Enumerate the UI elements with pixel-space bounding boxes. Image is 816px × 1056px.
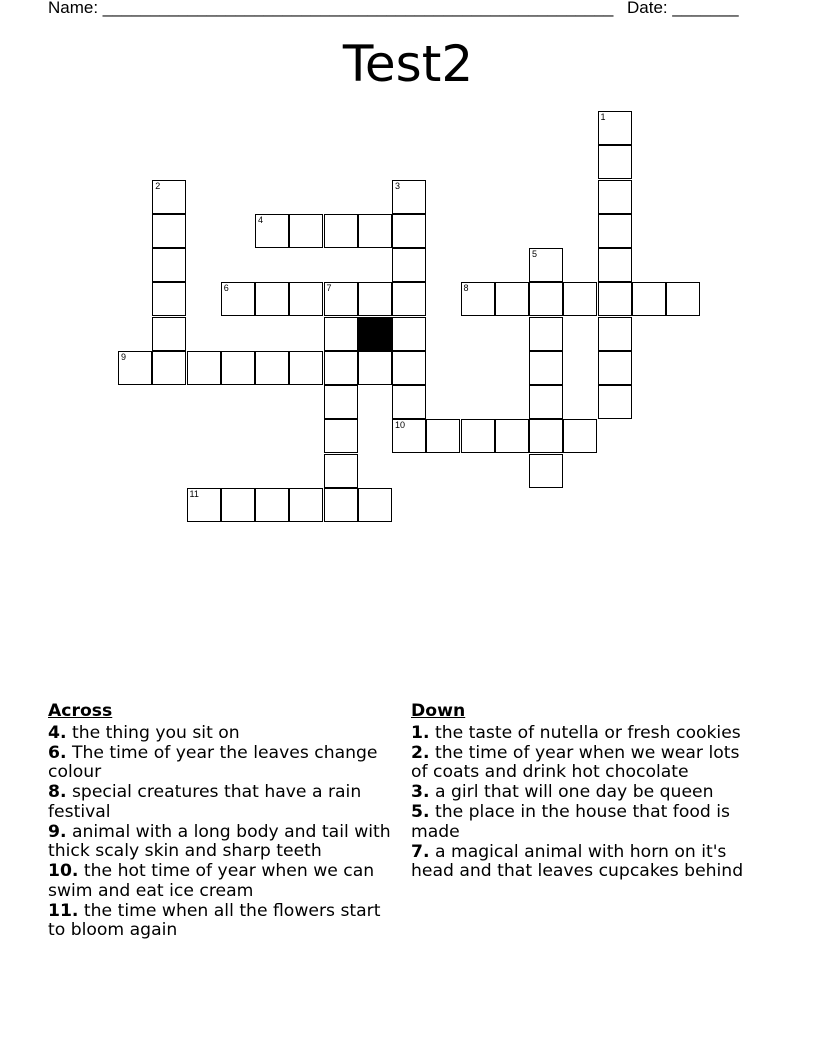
clue-text: the time of year when we wear lots of coats and drink hot chocolate (411, 742, 740, 782)
clue-text: animal with a long body and tail with thick scaly skin and sharp teeth (48, 821, 391, 861)
clue-number-label: 9 (121, 351, 127, 362)
clue-number: 5. (411, 802, 430, 822)
crossword-cell[interactable] (324, 317, 358, 351)
crossword-cell[interactable] (324, 385, 358, 419)
crossword-cell[interactable] (461, 419, 495, 453)
clue-number: 3. (411, 782, 430, 802)
crossword-cell[interactable] (461, 282, 495, 316)
down-clue (411, 783, 761, 803)
clue-number-label: 8 (463, 283, 469, 294)
clue-number-label: 11 (189, 488, 199, 499)
across-clue (48, 783, 400, 822)
clue-number-label: 4 (258, 214, 264, 225)
clue-number: 2. (411, 742, 430, 763)
clue-text: a girl that will one day be queen (434, 782, 714, 802)
crossword-cell[interactable] (392, 282, 426, 316)
crossword-cell[interactable] (289, 214, 323, 248)
crossword-cell[interactable] (152, 248, 186, 282)
page-title: Test2 (342, 35, 474, 93)
crossword-cell[interactable] (358, 351, 392, 385)
clue-number: 4. (48, 722, 67, 743)
crossword-cell[interactable] (255, 214, 289, 248)
crossword-cell[interactable] (495, 282, 529, 316)
clue-number: 9. (48, 821, 67, 842)
crossword-cell[interactable] (255, 488, 289, 522)
crossword-cell[interactable] (289, 282, 323, 316)
crossword-cell[interactable] (529, 351, 563, 385)
crossword-cell[interactable] (324, 454, 358, 488)
crossword-cell[interactable] (529, 317, 563, 351)
crossword-cell[interactable] (392, 317, 426, 351)
crossword-cell[interactable] (324, 282, 358, 316)
crossword-cell[interactable] (255, 351, 289, 385)
crossword-cell[interactable] (152, 180, 186, 214)
clue-number: 7. (411, 841, 430, 862)
down-clue (411, 803, 761, 842)
down-clue (411, 724, 761, 744)
crossword-cell[interactable] (392, 351, 426, 385)
crossword-cell[interactable] (152, 317, 186, 351)
crossword-cell[interactable] (221, 351, 255, 385)
crossword-cell[interactable] (392, 419, 426, 453)
crossword-cell[interactable] (392, 180, 426, 214)
clue-text: the thing you sit on (71, 722, 240, 743)
clue-number-label: 10 (395, 420, 406, 431)
clue-text: the hot time of year when we can swim and eat ice cream (48, 861, 375, 901)
crossword-cell[interactable] (598, 317, 632, 351)
crossword-black-cell (358, 317, 392, 351)
across-clue (48, 744, 400, 783)
crossword-cell[interactable] (598, 351, 632, 385)
crossword-cell[interactable] (221, 488, 255, 522)
crossword-cell[interactable] (324, 351, 358, 385)
clue-number: 8. (48, 782, 67, 802)
crossword-cell[interactable] (598, 282, 632, 316)
crossword-cell[interactable] (529, 419, 563, 453)
across-clue (48, 724, 400, 744)
crossword-cell[interactable] (598, 214, 632, 248)
crossword-cell[interactable] (358, 214, 392, 248)
clue-text: a magical animal with horn on it's head and that leaves cupcakes behind (411, 841, 744, 881)
crossword-cell[interactable] (529, 454, 563, 488)
crossword-cell[interactable] (358, 282, 392, 316)
crossword-cell[interactable] (598, 145, 632, 179)
date-field-line: Date: _______ (627, 0, 739, 17)
across-heading: Across (48, 701, 113, 721)
crossword-cell[interactable] (289, 351, 323, 385)
crossword-cell[interactable] (632, 282, 666, 316)
clue-number: 6. (48, 742, 67, 763)
crossword-cell[interactable] (598, 111, 632, 145)
crossword-cell[interactable] (118, 351, 152, 385)
clue-text: the time when all the flowers start to bloom again (48, 900, 381, 940)
clue-number-label: 6 (223, 283, 229, 294)
down-clues (411, 702, 761, 882)
crossword-cell[interactable] (563, 282, 597, 316)
crossword-cell[interactable] (392, 214, 426, 248)
clue-text: the taste of nutella or fresh cookies (434, 722, 741, 743)
across-clue (48, 862, 400, 901)
crossword-cell[interactable] (529, 248, 563, 282)
crossword-cell[interactable] (187, 488, 221, 522)
crossword-cell[interactable] (529, 385, 563, 419)
clue-number: 11. (48, 900, 79, 921)
crossword-cell[interactable] (529, 282, 563, 316)
crossword-cell[interactable] (221, 282, 255, 316)
clue-text: the place in the house that food is made (411, 802, 730, 842)
across-clues (48, 702, 400, 941)
down-clue (411, 843, 761, 882)
clue-number-label: 5 (532, 249, 538, 259)
down-clue-list (411, 724, 761, 882)
crossword-cell[interactable] (598, 385, 632, 419)
crossword-cell[interactable] (426, 419, 460, 453)
crossword-cell[interactable] (152, 282, 186, 316)
crossword-cell[interactable] (152, 351, 186, 385)
crossword-cell[interactable] (666, 282, 700, 316)
clue-text: The time of year the leaves change colour (48, 742, 378, 782)
clue-number: 1. (411, 722, 430, 743)
crossword-cell[interactable] (358, 488, 392, 522)
crossword-cell[interactable] (255, 282, 289, 316)
crossword-cell[interactable] (392, 248, 426, 282)
across-clue-list (48, 724, 400, 941)
crossword-cell[interactable] (324, 419, 358, 453)
across-clue (48, 902, 400, 941)
crossword-cell[interactable] (152, 214, 186, 248)
clue-number-label: 3 (395, 180, 401, 191)
crossword-cell[interactable] (289, 488, 323, 522)
clue-number-label: 2 (155, 180, 161, 191)
crossword-cell[interactable] (495, 419, 529, 453)
crossword-cell[interactable] (598, 180, 632, 214)
clue-text: special creatures that have a rain festival (48, 782, 362, 822)
name-field-line: Name: ______________________________________________________ (48, 0, 614, 17)
clue-number-label: 7 (326, 283, 332, 294)
clue-number-label: 1 (600, 112, 606, 122)
across-clue (48, 823, 400, 862)
crossword-cell[interactable] (324, 214, 358, 248)
crossword-cell[interactable] (187, 351, 221, 385)
crossword-cell[interactable] (598, 248, 632, 282)
clue-number: 10. (48, 861, 79, 881)
crossword-cell[interactable] (392, 385, 426, 419)
down-clue (411, 744, 761, 783)
down-heading: Down (411, 701, 466, 721)
crossword-cell[interactable] (324, 488, 358, 522)
crossword-cell[interactable] (563, 419, 597, 453)
